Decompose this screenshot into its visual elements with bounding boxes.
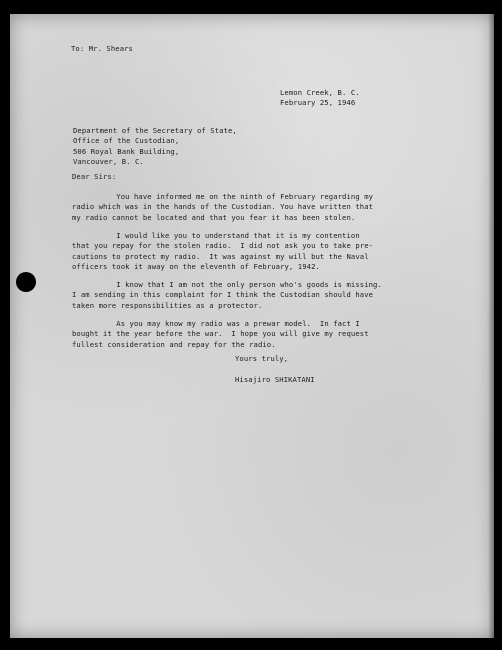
body-paragraph-1 xyxy=(72,192,402,223)
body-line: cautions to protect my radio. It was against my will but the Naval xyxy=(72,251,369,261)
date-block xyxy=(280,88,360,109)
sender-address: Lemon Creek, B. C. xyxy=(280,88,360,97)
body-line: radio which was in the hands of the Custodian. You have written that xyxy=(72,202,374,212)
salutation: Dear Sirs: xyxy=(72,172,117,181)
body-line: officers took it away on the eleventh of February, 1942. xyxy=(72,262,320,272)
body-line: bought it the year before the war. I hope you will give my request xyxy=(72,329,369,339)
punch-hole xyxy=(16,272,36,292)
letter-date: February 25, 1946 xyxy=(280,98,356,108)
recipient-address-line: 506 Royal Bank Building, xyxy=(73,146,180,156)
recipient-address-line: Department of the Secretary of State, xyxy=(73,126,237,135)
body-line: I know that I am not the only person who's goods is missing. xyxy=(72,280,382,289)
body-line: I am sending in this complaint for I think the Custodian should have xyxy=(72,290,374,300)
body-line: that you repay for the stolen radio. I did not ask you to take pre- xyxy=(72,241,374,251)
body-paragraph-4 xyxy=(72,319,402,350)
signature-name: Hisajiro SHIKATANI xyxy=(235,375,315,384)
body-line: As you may know my radio was a prewar model. In fact I xyxy=(72,319,360,328)
recipient-address-line: Office of the Custodian, xyxy=(73,136,180,146)
body-line: You have informed me on the ninth of February regarding my xyxy=(72,192,374,201)
body-line: fullest consideration and repay for the radio. xyxy=(72,339,276,349)
body-paragraph-3 xyxy=(72,280,402,311)
closing: Yours truly, xyxy=(235,354,289,363)
to-line: To: Mr. Shears xyxy=(71,44,133,53)
body-line: taken more responsibilities as a protector. xyxy=(72,300,263,310)
page-edge-shadow xyxy=(488,14,494,638)
recipient-address xyxy=(73,126,237,168)
recipient-address-line: Vancouver, B. C. xyxy=(73,157,144,167)
body-line: I would like you to understand that it is my contention xyxy=(72,231,360,240)
body-line: my radio cannot be located and that you fear it has been stolen. xyxy=(72,212,356,222)
body-paragraph-2 xyxy=(72,231,402,273)
